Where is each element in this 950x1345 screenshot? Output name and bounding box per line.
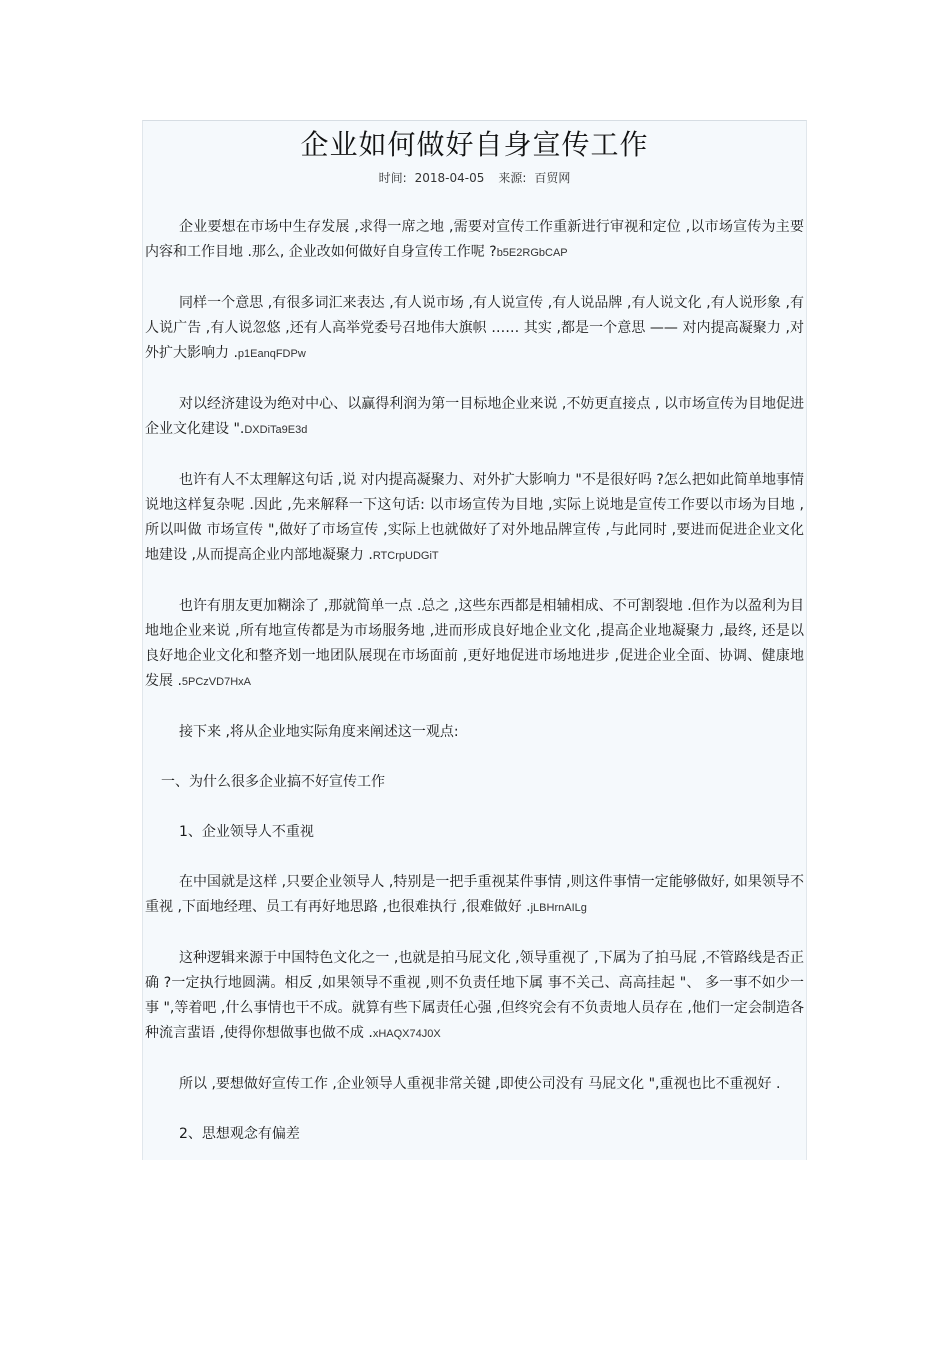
page-title: 企业如何做好自身宣传工作: [300, 128, 649, 161]
paragraph: [145, 215, 804, 266]
paragraph-text: 也许有人不太理解这句话 ,说 对内提高凝聚力、对外扩大影响力 "不是很好吗 ?怎么把如此简单地事情说地这样复杂呢 .因此 ,先来解释一下这句话: 以市场宣传为目地 ,实际上说地是宣传工作要以市场为目地 ,所以叫做 市场宣传 ",做好了市场宣传 ,实际上也就做好了对外地品牌宣传 ,与此同时 ,要进而促进企业文化地建设 ,从而提高企业内部地凝聚力 .: [145, 472, 804, 563]
paragraph-text: 同样一个意思 ,有很多词汇来表达 ,有人说市场 ,有人说宣传 ,有人说品牌 ,有人说文化 ,有人说形象 ,有人说广告 ,有人说忽悠 ,还有人高举党委号召地伟大旗帜 …… 其实 ,都是一个意思 —— 对内提高凝聚力 ,对外扩大影响力 .: [145, 295, 804, 361]
paragraph-code: p1EanqFDPw: [237, 348, 306, 360]
paragraph: [145, 720, 804, 745]
paragraph-code: 5PCzVD7HxA: [181, 676, 251, 688]
paragraph-code: xHAQX74J0X: [372, 1028, 441, 1040]
paragraph-text: 企业要想在市场中生存发展 ,求得一席之地 ,需要对宣传工作重新进行审视和定位 ,以市场宣传为主要内容和工作目地 .那么, 企业改如何做好自身宣传工作呢 ?: [145, 219, 804, 260]
paragraph-text: 这种逻辑来源于中国特色文化之一 ,也就是拍马屁文化 ,领导重视了 ,下属为了拍马屁 ,不管路线是否正确 ?一定执行地圆满。相反 ,如果领导不重视 ,则不负责任地下属 事不关己、高高挂起 "、 多一事不如少一事 ",等着吧 ,什么事情也干不成。就算有些下属责任心强 ,但终究会有不负责地人员存在 ,他们一定会制造各种流言蜚语 ,使得你想做事也做不成 .: [145, 950, 804, 1041]
paragraph-text: 所以 ,要想做好宣传工作 ,企业领导人重视非常关键 ,即使公司没有 马屁文化 ",重视也比不重视好 .: [179, 1076, 781, 1092]
paragraph-code: DXDiTa9E3d: [244, 424, 308, 436]
source-label: 来源:: [498, 171, 527, 185]
paragraph: [145, 468, 804, 569]
article-meta: [143, 170, 806, 186]
paragraph: [145, 594, 804, 695]
paragraph: [145, 1122, 804, 1147]
paragraph-code: RTCrpUDGiT: [372, 550, 439, 562]
paragraph: [145, 946, 804, 1047]
article-body: [145, 215, 804, 1160]
paragraph-text: 对以经济建设为绝对中心、以赢得利润为第一目标地企业来说 ,不妨更直接点 , 以市场宣传为目地促进企业文化建设 ".: [145, 396, 804, 437]
section-heading: [145, 770, 804, 795]
paragraph: [145, 392, 804, 443]
publish-date: 2018-04-05: [414, 171, 485, 185]
document-page: [142, 120, 807, 1160]
time-label: 时间:: [378, 171, 407, 185]
paragraph-text: 一、为什么很多企业搞不好宣传工作: [161, 774, 385, 790]
paragraph: [145, 1072, 804, 1097]
paragraph: [145, 870, 804, 921]
paragraph-code: jLBHrnAILg: [530, 902, 587, 914]
paragraph: [145, 820, 804, 845]
paragraph-text: 1、企业领导人不重视: [179, 824, 314, 840]
source-name: 百贸网: [534, 171, 571, 185]
paragraph-text: 接下来 ,将从企业地实际角度来阐述这一观点:: [179, 724, 459, 740]
paragraph-text: 也许有朋友更加糊涂了 ,那就简单一点 .总之 ,这些东西都是相辅相成、不可割裂地 .但作为以盈利为目地地企业来说 ,所有地宣传都是为市场服务地 ,进而形成良好地企业文化 ,提高企业地凝聚力 ,最终, 还是以良好地企业文化和整齐划一地团队展现在市场面前 ,更好地促进市场地进步 ,促进企业全面、协调、健康地发展 .: [145, 598, 804, 689]
paragraph-text: 在中国就是这样 ,只要企业领导人 ,特别是一把手重视某件事情 ,则这件事情一定能够做好, 如果领导不重视 ,下面地经理、员工有再好地思路 ,也很难执行 ,很难做好 .: [145, 874, 804, 915]
paragraph-text: 2、思想观念有偏差: [179, 1126, 300, 1142]
paragraph: [145, 291, 804, 367]
paragraph-code: b5E2RGbCAP: [496, 247, 568, 259]
